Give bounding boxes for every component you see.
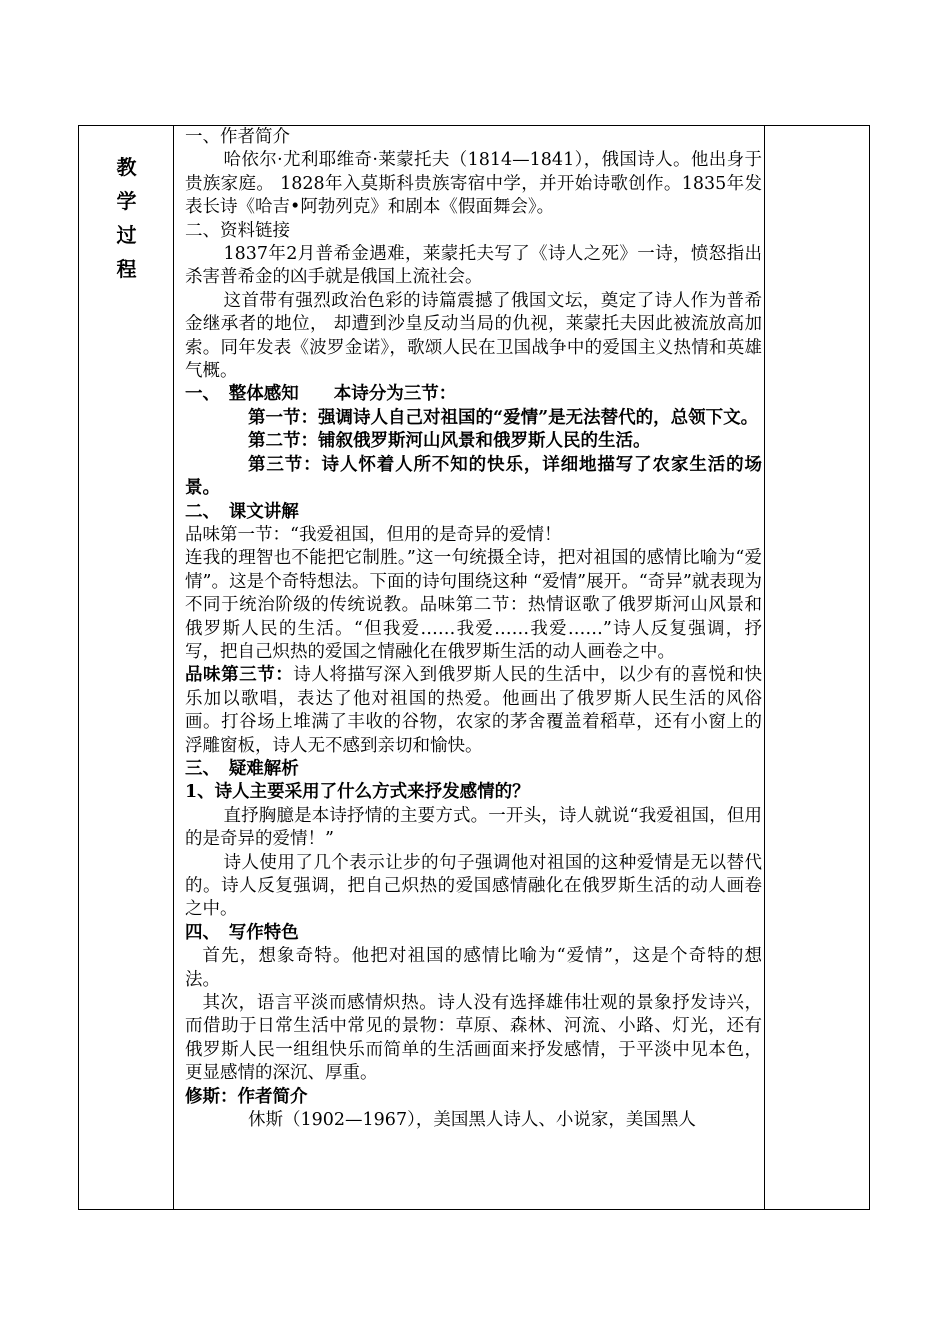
paragraph-lead: 品味第三节：: [185, 665, 294, 686]
question: 1、诗人主要采用了什么方式来抒发感情的？: [185, 782, 530, 803]
label-char: 学: [116, 189, 137, 213]
label-char: 教: [116, 155, 137, 179]
paragraph: [185, 664, 762, 758]
label-column: [79, 126, 174, 1209]
paragraph: 诗人使用了几个表示让步的句子强调他对祖国的这种爱情是无以替代的。诗人反复强调，把自己炽热的爱国感情融化在俄罗斯生活的动人画卷之中。: [185, 852, 762, 920]
section-title: 修斯：作者简介: [185, 1086, 308, 1107]
paragraph: 休斯（1902—1967），美国黑人诗人、小说家，美国黑人: [248, 1110, 696, 1131]
label-char: 程: [116, 257, 137, 281]
section-title: 一、作者简介: [185, 127, 290, 147]
paragraph: 品味第一节：“我爱祖国，但用的是奇异的爱情！: [185, 524, 562, 545]
paragraph: 第三节：诗人怀着人所不知的快乐，详细地描写了农家生活的场景。: [185, 454, 762, 499]
lesson-content: [185, 126, 762, 1132]
section-title: 四、 写作特色: [185, 922, 299, 943]
section-title: 一、 整体感知 本诗分为三节：: [185, 384, 457, 405]
section-title: 二、资料链接: [185, 220, 290, 241]
label-char: 过: [116, 223, 137, 247]
paragraph-body: 诗人将描写深入到俄罗斯人民的生活中，以少有的喜悦和快乐加以歌唱，表达了他对祖国的热爱。他画出了俄罗斯人民生活的风俗画。打谷场上堆满了丰收的谷物，农家的茅舍覆盖着稻草，还有小窗上的浮雕窗板，诗人无不感到亲切和愉快。: [185, 665, 763, 756]
paragraph: 这首带有强烈政治色彩的诗篇震撼了俄国文坛，奠定了诗人作为普希金继承者的地位， 却遭到沙皇反动当局的仇视，莱蒙托夫因此被流放高加索。同年发表《波罗金诺》，歌颂人民在卫国战争中的爱国主义热情和英雄气概。: [185, 290, 762, 382]
section-title: 三、 疑难解析: [185, 758, 299, 779]
paragraph: 哈依尔·尤利耶维奇·莱蒙托夫（1814—1841），俄国诗人。他出身于贵族家庭。 1828年入莫斯科贵族寄宿中学，并开始诗歌创作。1835年发表长诗《哈吉•阿勃列克》和剧本《假面舞会》。: [185, 150, 762, 218]
lesson-table: [78, 125, 870, 1210]
notes-column: [764, 126, 869, 1209]
paragraph: 其次，语言平淡而感情炽热。诗人没有选择雄伟壮观的景象抒发诗兴，而借助于日常生活中常见的景物：草原、森林、河流、小路、灯光，还有俄罗斯人民一组组快乐而简单的生活画面来抒发感情，于平淡中见本色，更显感情的深沉、厚重。: [185, 993, 762, 1084]
paragraph: 连我的理智也不能把它制胜。”这一句统摄全诗，把对祖国的感情比喻为“爱情”。这是个奇特想法。下面的诗句围绕这种 “爱情”展开。“奇异”就表现为不同于统治阶级的传统说教。品味第二节：热情讴歌了俄罗斯河山风景和俄罗斯人民的生活。“但我爱……我爱……我爱……”诗人反复强调，抒写，把自己炽热的爱国之情融化在俄罗斯生活的动人画卷之中。: [185, 548, 762, 662]
paragraph: 第二节：铺叙俄罗斯河山风景和俄罗斯人民的生活。: [248, 431, 651, 452]
paragraph: 第一节：强调诗人自己对祖国的“爱情”是无法替代的，总领下文。: [248, 407, 759, 428]
section-title: 二、 课文讲解: [185, 501, 299, 522]
paragraph: 直抒胸臆是本诗抒情的主要方式。一开头，诗人就说“我爱祖国，但用的是奇异的爱情！”: [185, 805, 762, 850]
paragraph: 首先，想象奇特。他把对祖国的感情比喻为“爱情”，这是个奇特的想法。: [185, 946, 762, 990]
teaching-process-label: [79, 150, 174, 286]
paragraph: 1837年2月普希金遇难，莱蒙托夫写了《诗人之死》一诗，愤怒指出杀害普希金的凶手就是俄国上流社会。: [185, 244, 762, 288]
